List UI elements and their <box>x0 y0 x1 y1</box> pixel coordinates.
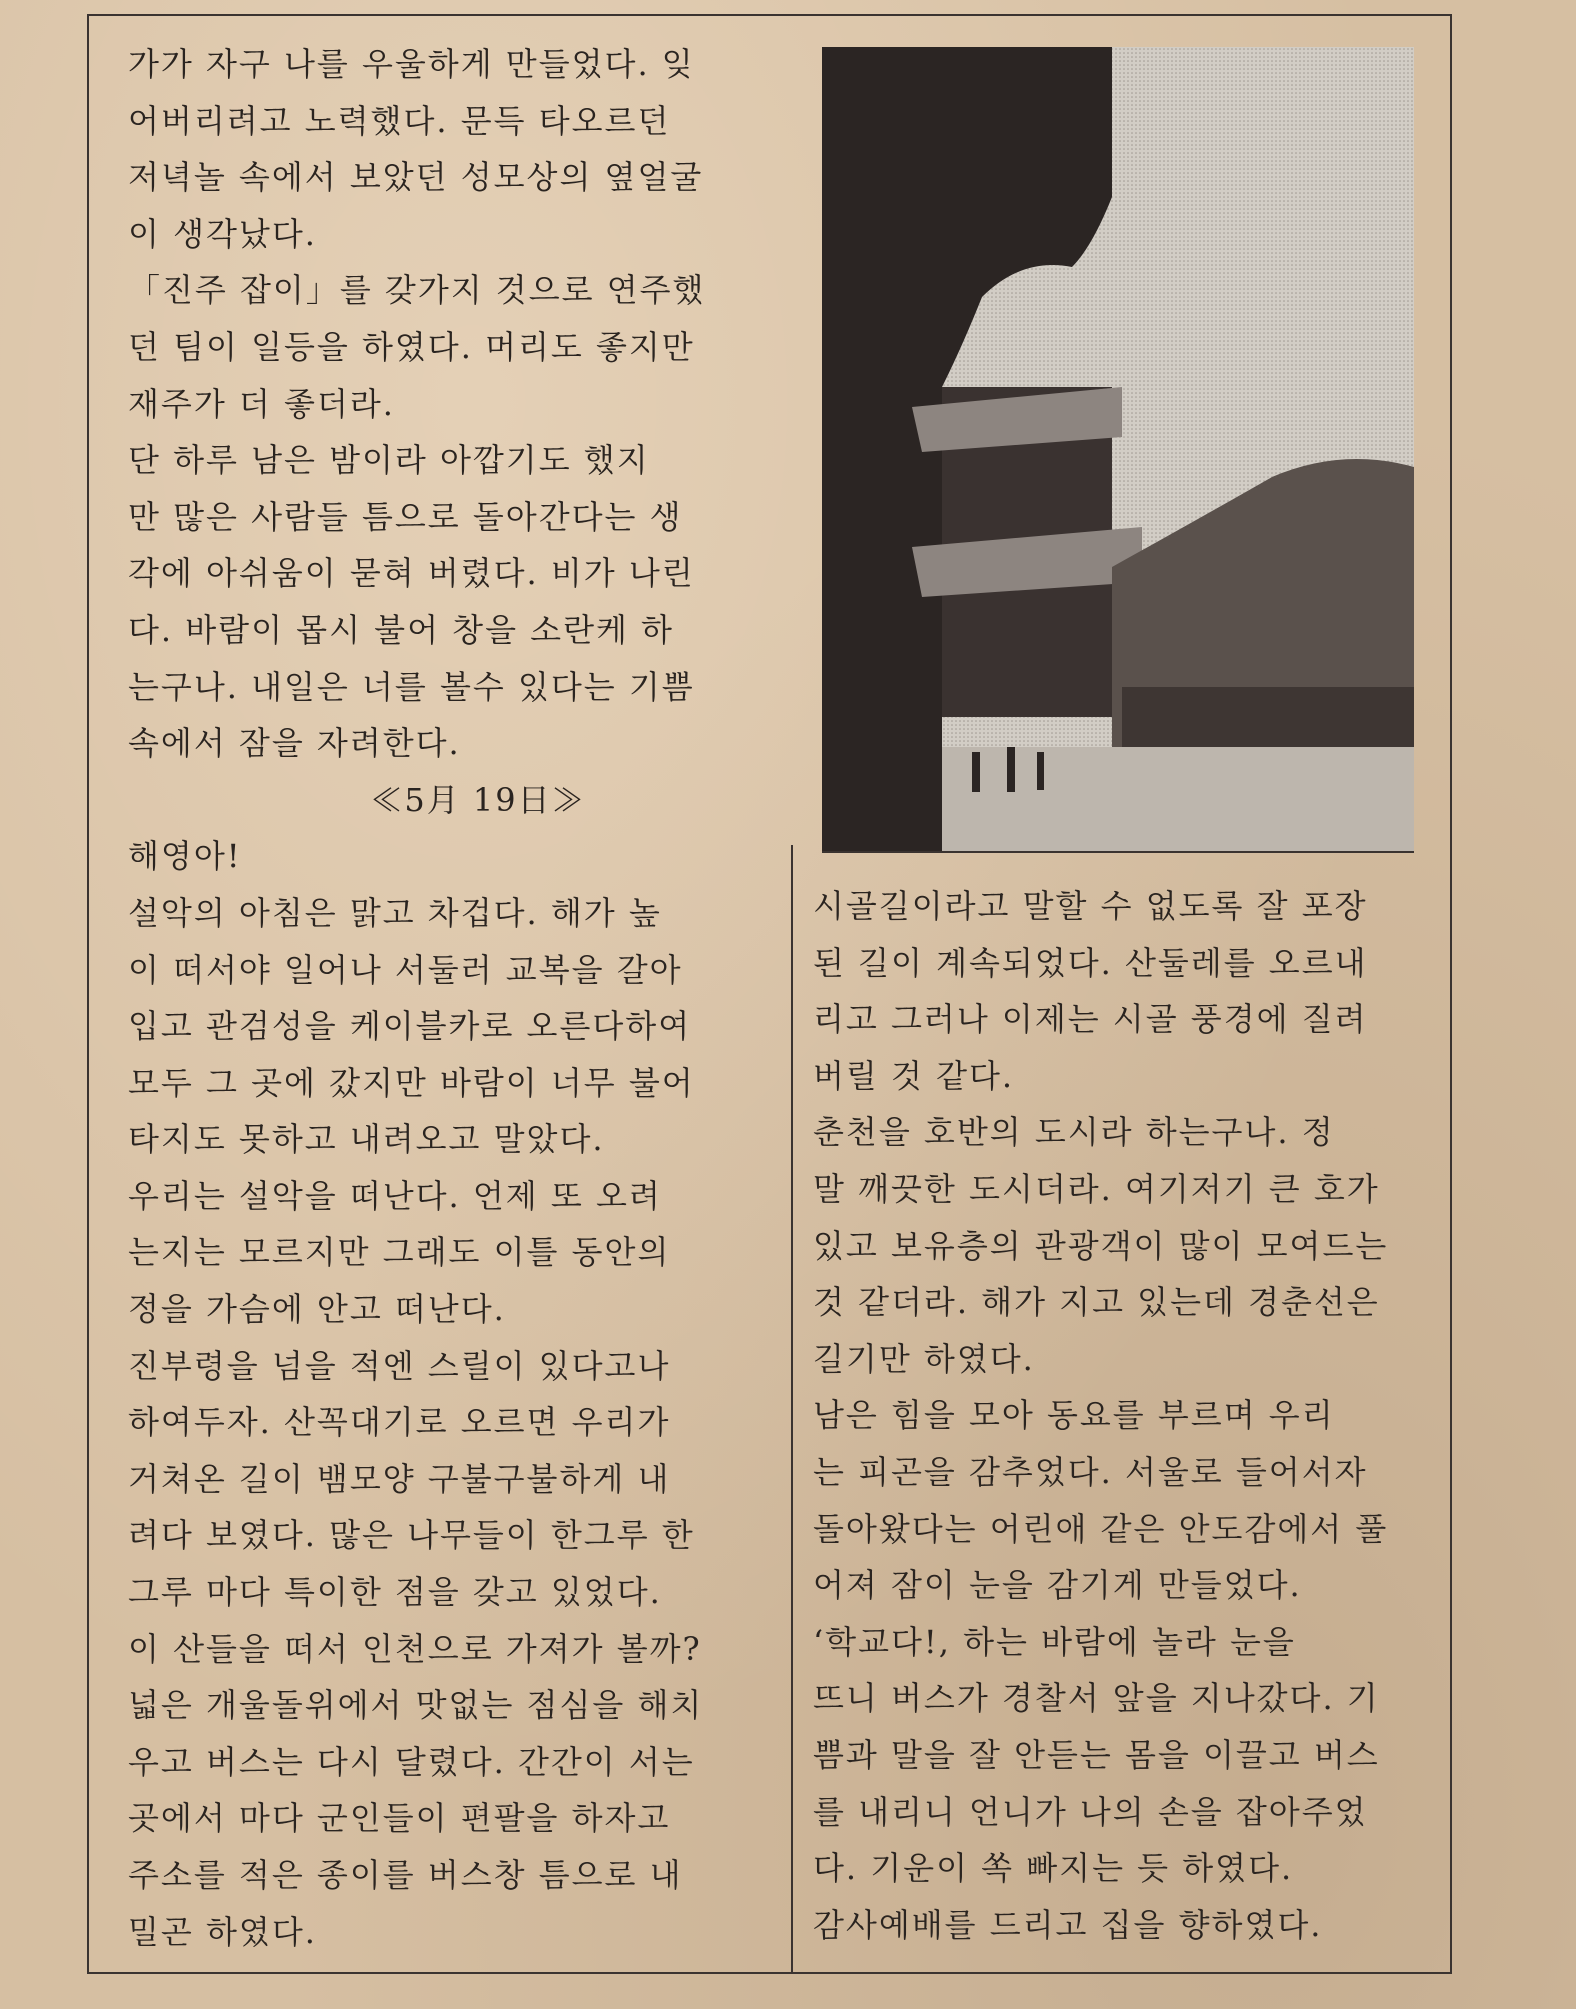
temple-gate-photo <box>822 47 1414 853</box>
text-line: 있고 보유층의 관광객이 많이 모여드는 <box>813 1226 1389 1265</box>
text-line: 감사예배를 드리고 집을 향하였다. <box>813 1905 1323 1944</box>
text-line: 남은 힘을 모아 동요를 부르며 우리 <box>813 1396 1335 1435</box>
text-line: ‘학교다!, 하는 바람에 놀라 눈을 <box>813 1622 1296 1661</box>
text-line: 거쳐온 길이 뱀모양 구불구불하게 내 <box>128 1459 671 1498</box>
text-line: 저녁놀 속에서 보았던 성모상의 옆얼굴 <box>128 158 704 197</box>
text-line: 하여두자. 산꼭대기로 오르면 우리가 <box>128 1403 671 1442</box>
figure <box>972 752 980 792</box>
text-line: 던 팀이 일등을 하였다. 머리도 좋지만 <box>128 327 695 366</box>
text-line: 정을 가슴에 안고 떠난다. <box>128 1290 506 1329</box>
text-line: 된 길이 계속되었다. 산둘레를 오르내 <box>813 943 1368 982</box>
text-line: 이 생각났다. <box>128 214 317 253</box>
distant-buildings <box>1122 687 1414 757</box>
text-line: 길기만 하였다. <box>813 1339 1035 1378</box>
text-line: 재주가 더 좋더라. <box>128 384 395 423</box>
text-line: 려다 보였다. 많은 나무들이 한그루 한 <box>128 1516 695 1555</box>
figure <box>1037 752 1044 790</box>
text-line: 우리는 설악을 떠난다. 언제 또 오려 <box>128 1176 662 1215</box>
text-line: 우고 버스는 다시 달렸다. 간간이 서는 <box>128 1742 695 1781</box>
text-line: 것 같더라. 해가 지고 있는데 경춘선은 <box>813 1283 1380 1322</box>
text-line: 이 산들을 떠서 인천으로 가져가 볼까? <box>128 1629 702 1668</box>
text-line: 밀곤 하였다. <box>128 1912 317 1951</box>
text-line: 어져 잠이 눈을 감기게 만들었다. <box>813 1566 1302 1605</box>
text-line: 그루 마다 특이한 점을 갖고 있었다. <box>128 1573 662 1612</box>
text-line: 넓은 개울돌위에서 맛없는 점심을 해치 <box>128 1686 704 1725</box>
left-column <box>128 36 768 1960</box>
text-line: 를 내리니 언니가 나의 손을 잡아주었 <box>813 1792 1368 1831</box>
text-line: 진부령을 넘을 적엔 스릴이 있다고나 <box>128 1346 671 1385</box>
text-line: 이 떠서야 일어나 서둘러 교복을 갈아 <box>128 950 683 989</box>
date-heading: ≪5月 19日≫ <box>370 780 586 819</box>
text-line: 타지도 못하고 내려오고 말았다. <box>128 1120 605 1159</box>
text-line: 속에서 잠을 자려한다. <box>128 724 461 763</box>
text-line: 입고 관검성을 케이블카로 오른다하여 <box>128 1007 692 1046</box>
text-line: 시골길이라고 말할 수 없도록 잘 포장 <box>813 887 1368 925</box>
text-line: 어버리려고 노력했다. 문득 타오르던 <box>128 101 671 140</box>
text-line: 가가 자구 나를 우울하게 만들었다. 잊 <box>128 45 695 83</box>
text-line: 춘천을 호반의 도시라 하는구나. 정 <box>813 1113 1335 1152</box>
text-line: 「진주 잡이」를 갖가지 것으로 연주했 <box>128 271 706 310</box>
figure <box>1007 747 1015 792</box>
text-line: 곳에서 마다 군인들이 편팔을 하자고 <box>128 1799 671 1838</box>
column-divider <box>791 845 793 1973</box>
text-line: 버릴 것 같다. <box>813 1056 1015 1095</box>
text-line: 뜨니 버스가 경찰서 앞을 지나갔다. 기 <box>813 1679 1380 1718</box>
text-line: 만 많은 사람들 틈으로 돌아간다는 생 <box>128 497 683 536</box>
text-line: 설악의 아침은 맑고 차겁다. 해가 높 <box>128 893 662 932</box>
text-line: 모두 그 곳에 갔지만 바람이 너무 불어 <box>128 1063 695 1102</box>
text-line: 는구나. 내일은 너를 볼수 있다는 기쁨 <box>128 667 695 706</box>
text-line: 다. 기운이 쏙 빠지는 듯 하였다. <box>813 1849 1294 1888</box>
photo-illustration <box>822 47 1414 851</box>
text-line: 쁨과 말을 잘 안듣는 몸을 이끌고 버스 <box>813 1735 1380 1774</box>
text-line: 는지는 모르지만 그래도 이틀 동안의 <box>128 1233 671 1272</box>
text-line: 주소를 적은 종이를 버스창 틈으로 내 <box>128 1856 683 1894</box>
salutation: 해영아! <box>128 837 242 876</box>
text-line: 말 깨끗한 도시더라. 여기저기 큰 호가 <box>813 1169 1380 1208</box>
text-line: 는 피곤을 감추었다. 서울로 들어서자 <box>813 1452 1368 1491</box>
text-line: 각에 아쉬움이 묻혀 버렸다. 비가 나린 <box>128 554 695 593</box>
text-line: 리고 그러나 이제는 시골 풍경에 질려 <box>813 1000 1368 1039</box>
text-line: 단 하루 남은 밤이라 아깝기도 했지 <box>128 441 650 480</box>
right-column <box>813 878 1433 1953</box>
text-line: 다. 바람이 몹시 불어 창을 소란케 하 <box>128 610 674 649</box>
text-line: 돌아왔다는 어린애 같은 안도감에서 풀 <box>813 1509 1389 1548</box>
